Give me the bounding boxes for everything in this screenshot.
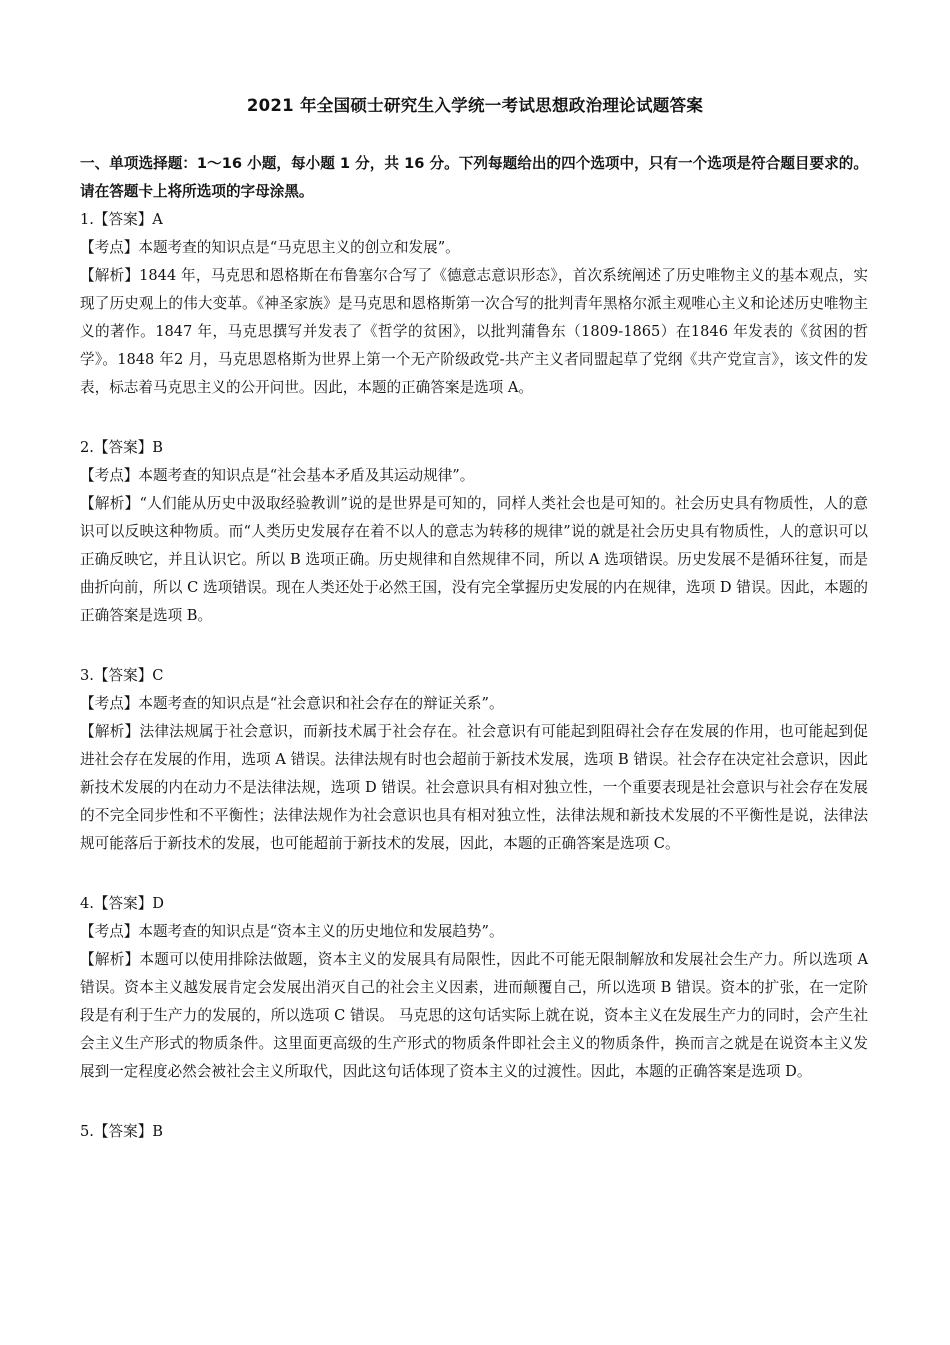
document-title: 2021 年全国硕士研究生入学统一考试思想政治理论试题答案 <box>246 96 704 115</box>
document-body <box>80 150 868 1146</box>
answer-line: 3.【答案】C <box>80 667 164 684</box>
analysis-paragraph: 【解析】法律法规属于社会意识，而新技术属于社会存在。社会意识有可能起到阻碍社会存在发展的作用，也可能起到促进社会存在发展的作用，选项 A 错误。法律法规有时也会超前于新技术发展，选项 B 错误。社会存在决定社会意识，因此新技术发展的内在动力不是法律法规，选项 D 错误。社会意识具有相对独立性，一个重要表现是社会意识与社会存在发展的不完全同步性和不平衡性；法律法规作为社会意识也具有相对独立性，法律法规和新技术发展的不平衡性是说，法律法规可能落后于新技术的发展，也可能超前于新技术的发展，因此，本题的正确答案是选项 C。 <box>80 723 868 852</box>
answer-line: 1.【答案】A <box>80 211 163 228</box>
question-2 <box>80 434 868 630</box>
answer-line: 5.【答案】B <box>80 1123 164 1140</box>
answer-line: 4.【答案】D <box>80 895 164 912</box>
answer-line: 2.【答案】B <box>80 439 164 456</box>
analysis-paragraph: 【解析】“人们能从历史中汲取经验教训”说的是世界是可知的，同样人类社会也是可知的。社会历史具有物质性，人的意识可以反映这种物质。而“人类历史发展存在着不以人的意志为转移的规律”说的就是社会历史具有物质性，人的意识可以正确反映它，并且认识它。所以 B 选项正确。历史规律和自然规律不同，所以 A 选项错误。历史发展不是循环往复，而是曲折向前，所以 C 选项错误。现在人类还处于必然王国，没有完全掌握历史发展的内在规律，选项 D 错误。因此，本题的正确答案是选项 B。 <box>80 495 868 624</box>
knowledge-point: 【考点】本题考查的知识点是“资本主义的历史地位和发展趋势”。 <box>80 923 504 940</box>
knowledge-point: 【考点】本题考查的知识点是“社会意识和社会存在的辩证关系”。 <box>80 695 504 712</box>
knowledge-point: 【考点】本题考查的知识点是“社会基本矛盾及其运动规律”。 <box>80 467 475 484</box>
question-4 <box>80 890 868 1086</box>
question-3 <box>80 662 868 858</box>
knowledge-point: 【考点】本题考查的知识点是“马克思主义的创立和发展”。 <box>80 239 460 256</box>
section-instructions: 一、单项选择题：1～16 小题，每小题 1 分，共 16 分。下列每题给出的四个选项中，只有一个选项是符合题目要求的。请在答题卡上将所选项的字母涂黑。 <box>80 155 868 200</box>
question-1 <box>80 206 868 402</box>
analysis-paragraph: 【解析】本题可以使用排除法做题，资本主义的发展具有局限性，因此不可能无限制解放和发展社会生产力。所以选项 A 错误。资本主义越发展肯定会发展出消灭自己的社会主义因素，进而颠覆自己，所以选项 B 错误。资本的扩张，在一定阶段是有利于生产力的发展的，所以选项 C 错误。 马克思的这句话实际上就在说，资本主义在发展生产力的同时，会产生社会主义生产形式的物质条件。这里面更高级的生产形式的物质条件即社会主义的物质条件，换而言之就是在说资本主义发展到一定程度必然会被社会主义所取代，因此这句话体现了资本主义的过渡性。因此，本题的正确答案是选项 D。 <box>80 951 868 1080</box>
question-5 <box>80 1118 868 1146</box>
analysis-paragraph: 【解析】1844 年，马克思和恩格斯在布鲁塞尔合写了《德意志意识形态》，首次系统阐述了历史唯物主义的基本观点，实现了历史观上的伟大变革。《神圣家族》是马克思和恩格斯第一次合写的批判青年黑格尔派主观唯心主义和论述历史唯物主义的著作。1847 年，马克思撰写并发表了《哲学的贫困》，以批判蒲鲁东（1809-1865）在1846 年发表的《贫困的哲学》。1848 年2 月，马克思恩格斯为世界上第一个无产阶级政党-共产主义者同盟起草了党纲《共产党宣言》，该文件的发表，标志着马克思主义的公开问世。因此，本题的正确答案是选项 A。 <box>80 267 868 396</box>
